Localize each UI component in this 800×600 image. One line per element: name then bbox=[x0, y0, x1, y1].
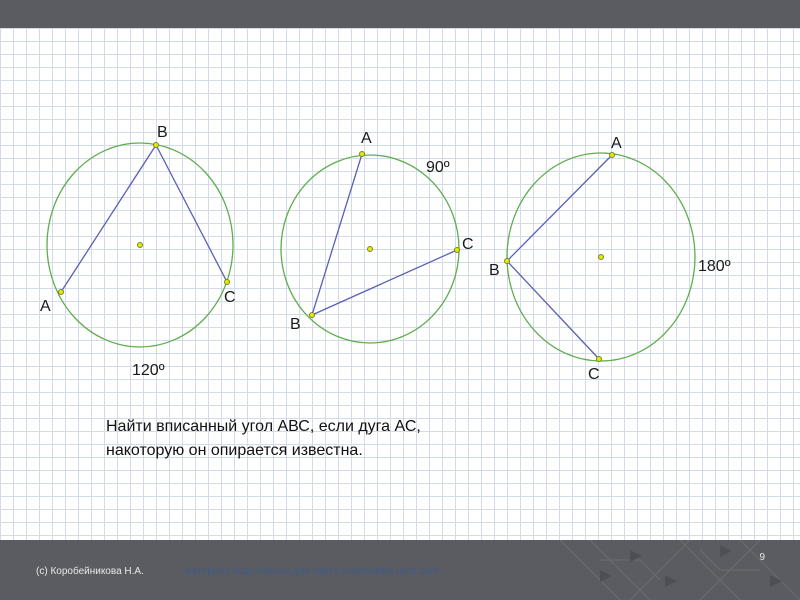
label-1-b: B bbox=[157, 124, 168, 141]
label-1-a: A bbox=[40, 298, 51, 315]
figure-2 bbox=[281, 130, 474, 343]
label-2-a: A bbox=[361, 130, 372, 147]
point-1-a bbox=[59, 290, 64, 295]
point-3-c bbox=[597, 357, 602, 362]
label-1-c: C bbox=[224, 289, 236, 306]
copyright-text: (c) Коробейникова Н.А. bbox=[36, 566, 144, 577]
center-point-1 bbox=[138, 243, 143, 248]
point-2-b bbox=[310, 313, 315, 318]
source-link[interactable]: материал подготовлен для сайта matematika.ucoz.com bbox=[185, 566, 439, 577]
page-number: 9 bbox=[759, 552, 765, 563]
arc-label-2: 90º bbox=[426, 159, 450, 176]
label-2-b: B bbox=[290, 316, 301, 333]
chord-3-ba bbox=[507, 155, 612, 261]
center-point-3 bbox=[599, 255, 604, 260]
footer-bar bbox=[0, 540, 800, 600]
task-text bbox=[106, 415, 556, 463]
point-2-a bbox=[360, 152, 365, 157]
chord-1-ba bbox=[61, 145, 156, 292]
point-2-c bbox=[455, 248, 460, 253]
label-3-a: A bbox=[611, 135, 622, 152]
task-line-2: накоторую он опирается известна. bbox=[106, 442, 363, 459]
arc-label-1: 120º bbox=[132, 362, 165, 379]
label-3-b: B bbox=[489, 262, 500, 279]
chord-1-bc bbox=[156, 145, 227, 282]
figure-3 bbox=[489, 135, 731, 383]
point-3-a bbox=[610, 153, 615, 158]
point-1-b bbox=[154, 143, 159, 148]
chord-2-bc bbox=[312, 250, 457, 315]
task-line-1: Найти вписанный угол АВС, если дуга АС, bbox=[106, 418, 421, 435]
figure-1 bbox=[40, 124, 236, 379]
label-2-c: C bbox=[462, 236, 474, 253]
chord-2-ba bbox=[312, 154, 362, 315]
point-3-b bbox=[505, 259, 510, 264]
arc-label-3: 180º bbox=[698, 258, 731, 275]
point-1-c bbox=[225, 280, 230, 285]
label-3-c: C bbox=[588, 366, 600, 383]
center-point-2 bbox=[368, 247, 373, 252]
